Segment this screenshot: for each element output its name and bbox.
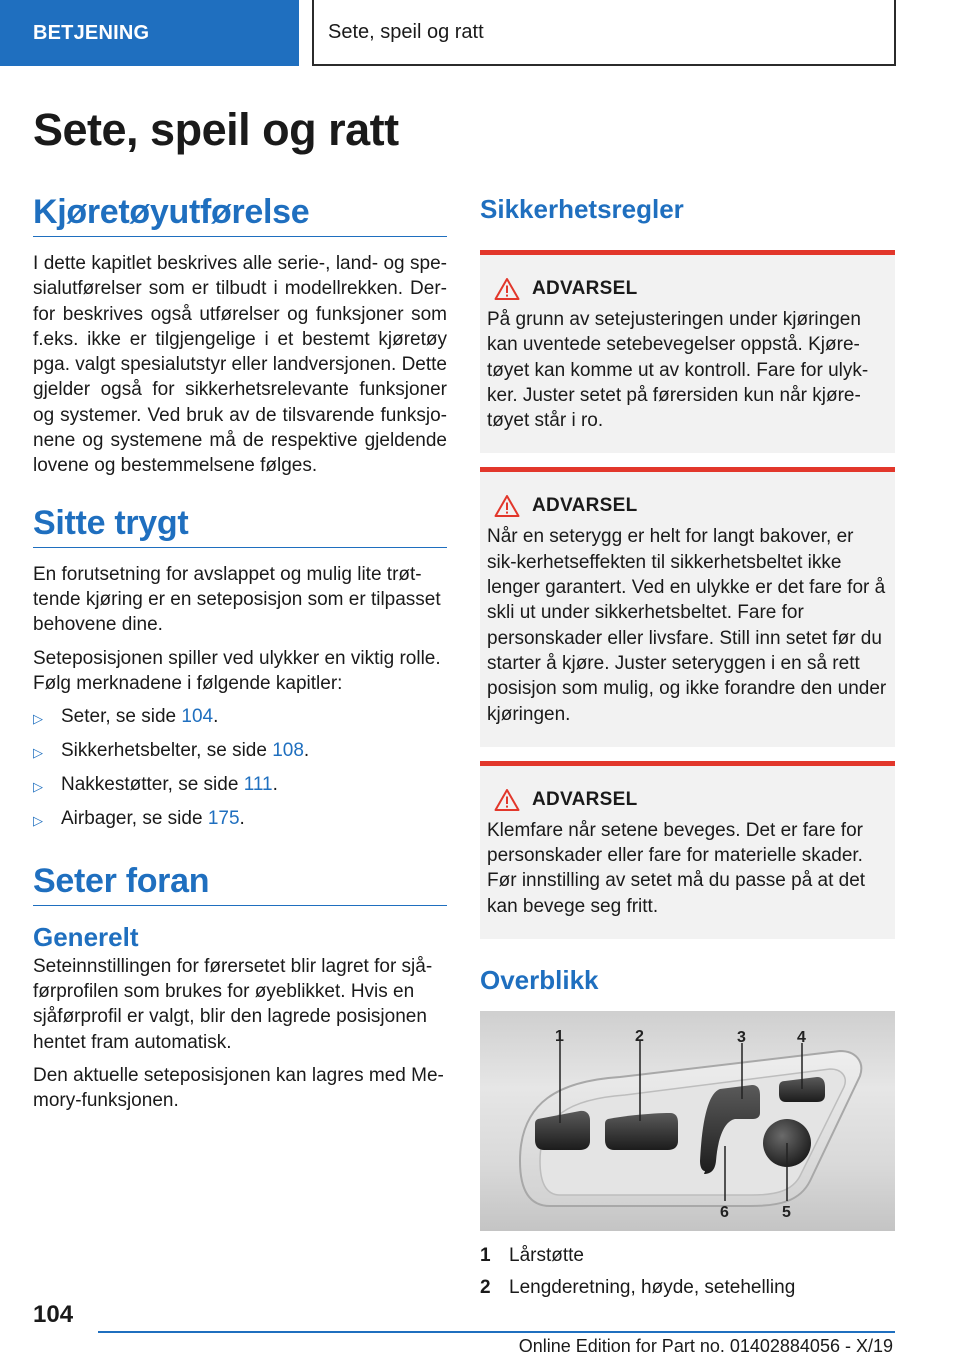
warning-box: [480, 761, 895, 939]
seat-controls-figure: [480, 1011, 895, 1231]
edition-footer: Online Edition for Part no. 01402884056 - X/19: [518, 1336, 893, 1356]
warning-text: Klemfare når setene beveges. Det er fare for personskader eller fare for materielle skader. Før innstilling av setet må du passe på at det kan bevege seg fritt.: [487, 819, 866, 917]
legend-text: Lårstøtte: [509, 1245, 584, 1267]
legend-text: Lengderetning, høyde, setehelling: [509, 1277, 796, 1299]
warning-label: ADVARSEL: [532, 278, 638, 299]
figure-label-4: 4: [797, 1029, 806, 1047]
legend-number: 2: [480, 1277, 491, 1299]
sit-safely-paragraph-2: Seteposisjonen spiller ved ulykker en viktig rolle. Følg merknadene i følgende kapitler:: [33, 647, 441, 694]
page-link-108[interactable]: 108: [272, 739, 304, 761]
warning-triangle-icon: [494, 788, 520, 812]
page-title: Sete, speil og ratt: [33, 104, 399, 155]
figure-label-2: 2: [635, 1028, 644, 1046]
vehicle-version-paragraph: I dette kapitlet beskrives alle serie-, land- og spe-sialutførelser som er tilbudt i modellrekken. Der-for beskrives også utførelser og funksjoner som f.eks. ikke er tilgjengelige i et bestemt kjøretøy pga. valgt spesialutstyr eller landversjonen. Dette gjelder også for sikkerhetsrelevante funksjoner og systemer. Ved bruk av de tilsvarende funksjo-nene og systemene må de respektive gjeldende lovene og bestemmelsene følges.: [33, 253, 448, 477]
chapter-reference-list: [33, 704, 447, 833]
warning-triangle-icon: [494, 277, 520, 301]
figure-label-6: 6: [720, 1204, 729, 1222]
triangle-bullet-icon: ▷: [33, 711, 43, 727]
figure-label-3: 3: [737, 1029, 746, 1047]
warning-label: ADVARSEL: [532, 495, 638, 517]
footer-divider: [98, 1331, 895, 1333]
page-number: 104: [33, 1301, 74, 1328]
warning-triangle-icon: [494, 494, 520, 518]
general-paragraph-1: Seteinnstillingen for førersetet blir lagret for sjå-førprofilen som brukes for øyeblikket. Hvis en sjåførprofil er valgt, blir den lagrede posisjonen hentet fram automatisk.: [33, 955, 433, 1053]
legend-row: [480, 1243, 895, 1268]
list-item: [33, 806, 447, 833]
heading-sit-safely: Sitte trygt: [33, 501, 447, 548]
page-link-104[interactable]: 104: [181, 706, 214, 728]
page-link-111[interactable]: 111: [243, 773, 273, 795]
warning-text: På grunn av setejusteringen under kjøringen kan uventede setebevegelser oppstå. Kjøre-tøyet kan komme ut av kontroll. Fare for ulyk-ker. Juster setet på førersiden kun når kjøre-tøyet står i ro.: [487, 309, 869, 432]
warning-box: [480, 467, 895, 746]
list-item-period: .: [239, 807, 245, 829]
page-link-175[interactable]: 175: [207, 807, 240, 829]
heading-overview: Overblikk: [480, 965, 599, 996]
list-item-text: Seter, se side: [61, 706, 182, 728]
warning-text: Når en seterygg er helt for langt bakover, er sik-kerhetseffekten til sikkerhetsbeltet ikke lenger garantert. Ved en ulykke er det fare for å skli ut under sikkerhetsbeltet. Fare for personskader eller livsfare. Still inn setet før du starter å kjøre. Juster seteryggen i en så rett posisjon som mulig, og ikke forandre den under kjøringen.: [487, 526, 887, 725]
list-item: [33, 738, 447, 765]
sit-safely-paragraph-1: En forutsetning for avslappet og mulig lite trøt-tende kjøring er en seteposisjon som er tilpasset behovene dine.: [33, 563, 441, 636]
legend-row: [480, 1275, 895, 1300]
list-item-period: .: [272, 773, 278, 795]
figure-label-5: 5: [782, 1204, 791, 1222]
right-column: [480, 190, 895, 1307]
figure-legend: [480, 1243, 895, 1300]
heading-vehicle-version: Kjøretøyutførelse: [33, 190, 447, 237]
seat-control-panel-illustration: [480, 1011, 895, 1231]
figure-label-1: 1: [555, 1028, 564, 1046]
warning-label: ADVARSEL: [532, 788, 638, 810]
list-item-text: Sikkerhetsbelter, se side: [61, 739, 273, 761]
subheading-general: Generelt: [33, 921, 139, 952]
list-item-text: Nakkestøtter, se side: [61, 773, 244, 795]
legend-number: 1: [480, 1245, 491, 1267]
list-item-text: Airbager, se side: [61, 807, 208, 829]
section-tab: BETJENING: [0, 0, 299, 66]
running-header-title: Sete, speil og ratt: [312, 0, 896, 66]
general-paragraph-2: Den aktuelle seteposisjonen kan lagres med Me-mory-funksjonen.: [33, 1065, 444, 1112]
triangle-bullet-icon: ▷: [33, 778, 43, 794]
triangle-bullet-icon: ▷: [33, 812, 43, 828]
list-item: [33, 704, 447, 731]
list-item-period: .: [213, 706, 219, 728]
heading-safety-rules: Sikkerhetsregler: [480, 194, 684, 224]
left-column: [33, 190, 447, 1122]
heading-front-seats: Seter foran: [33, 859, 447, 906]
list-item: [33, 772, 447, 799]
warning-box: [480, 250, 895, 453]
triangle-bullet-icon: ▷: [33, 744, 43, 760]
list-item-period: .: [303, 739, 310, 761]
